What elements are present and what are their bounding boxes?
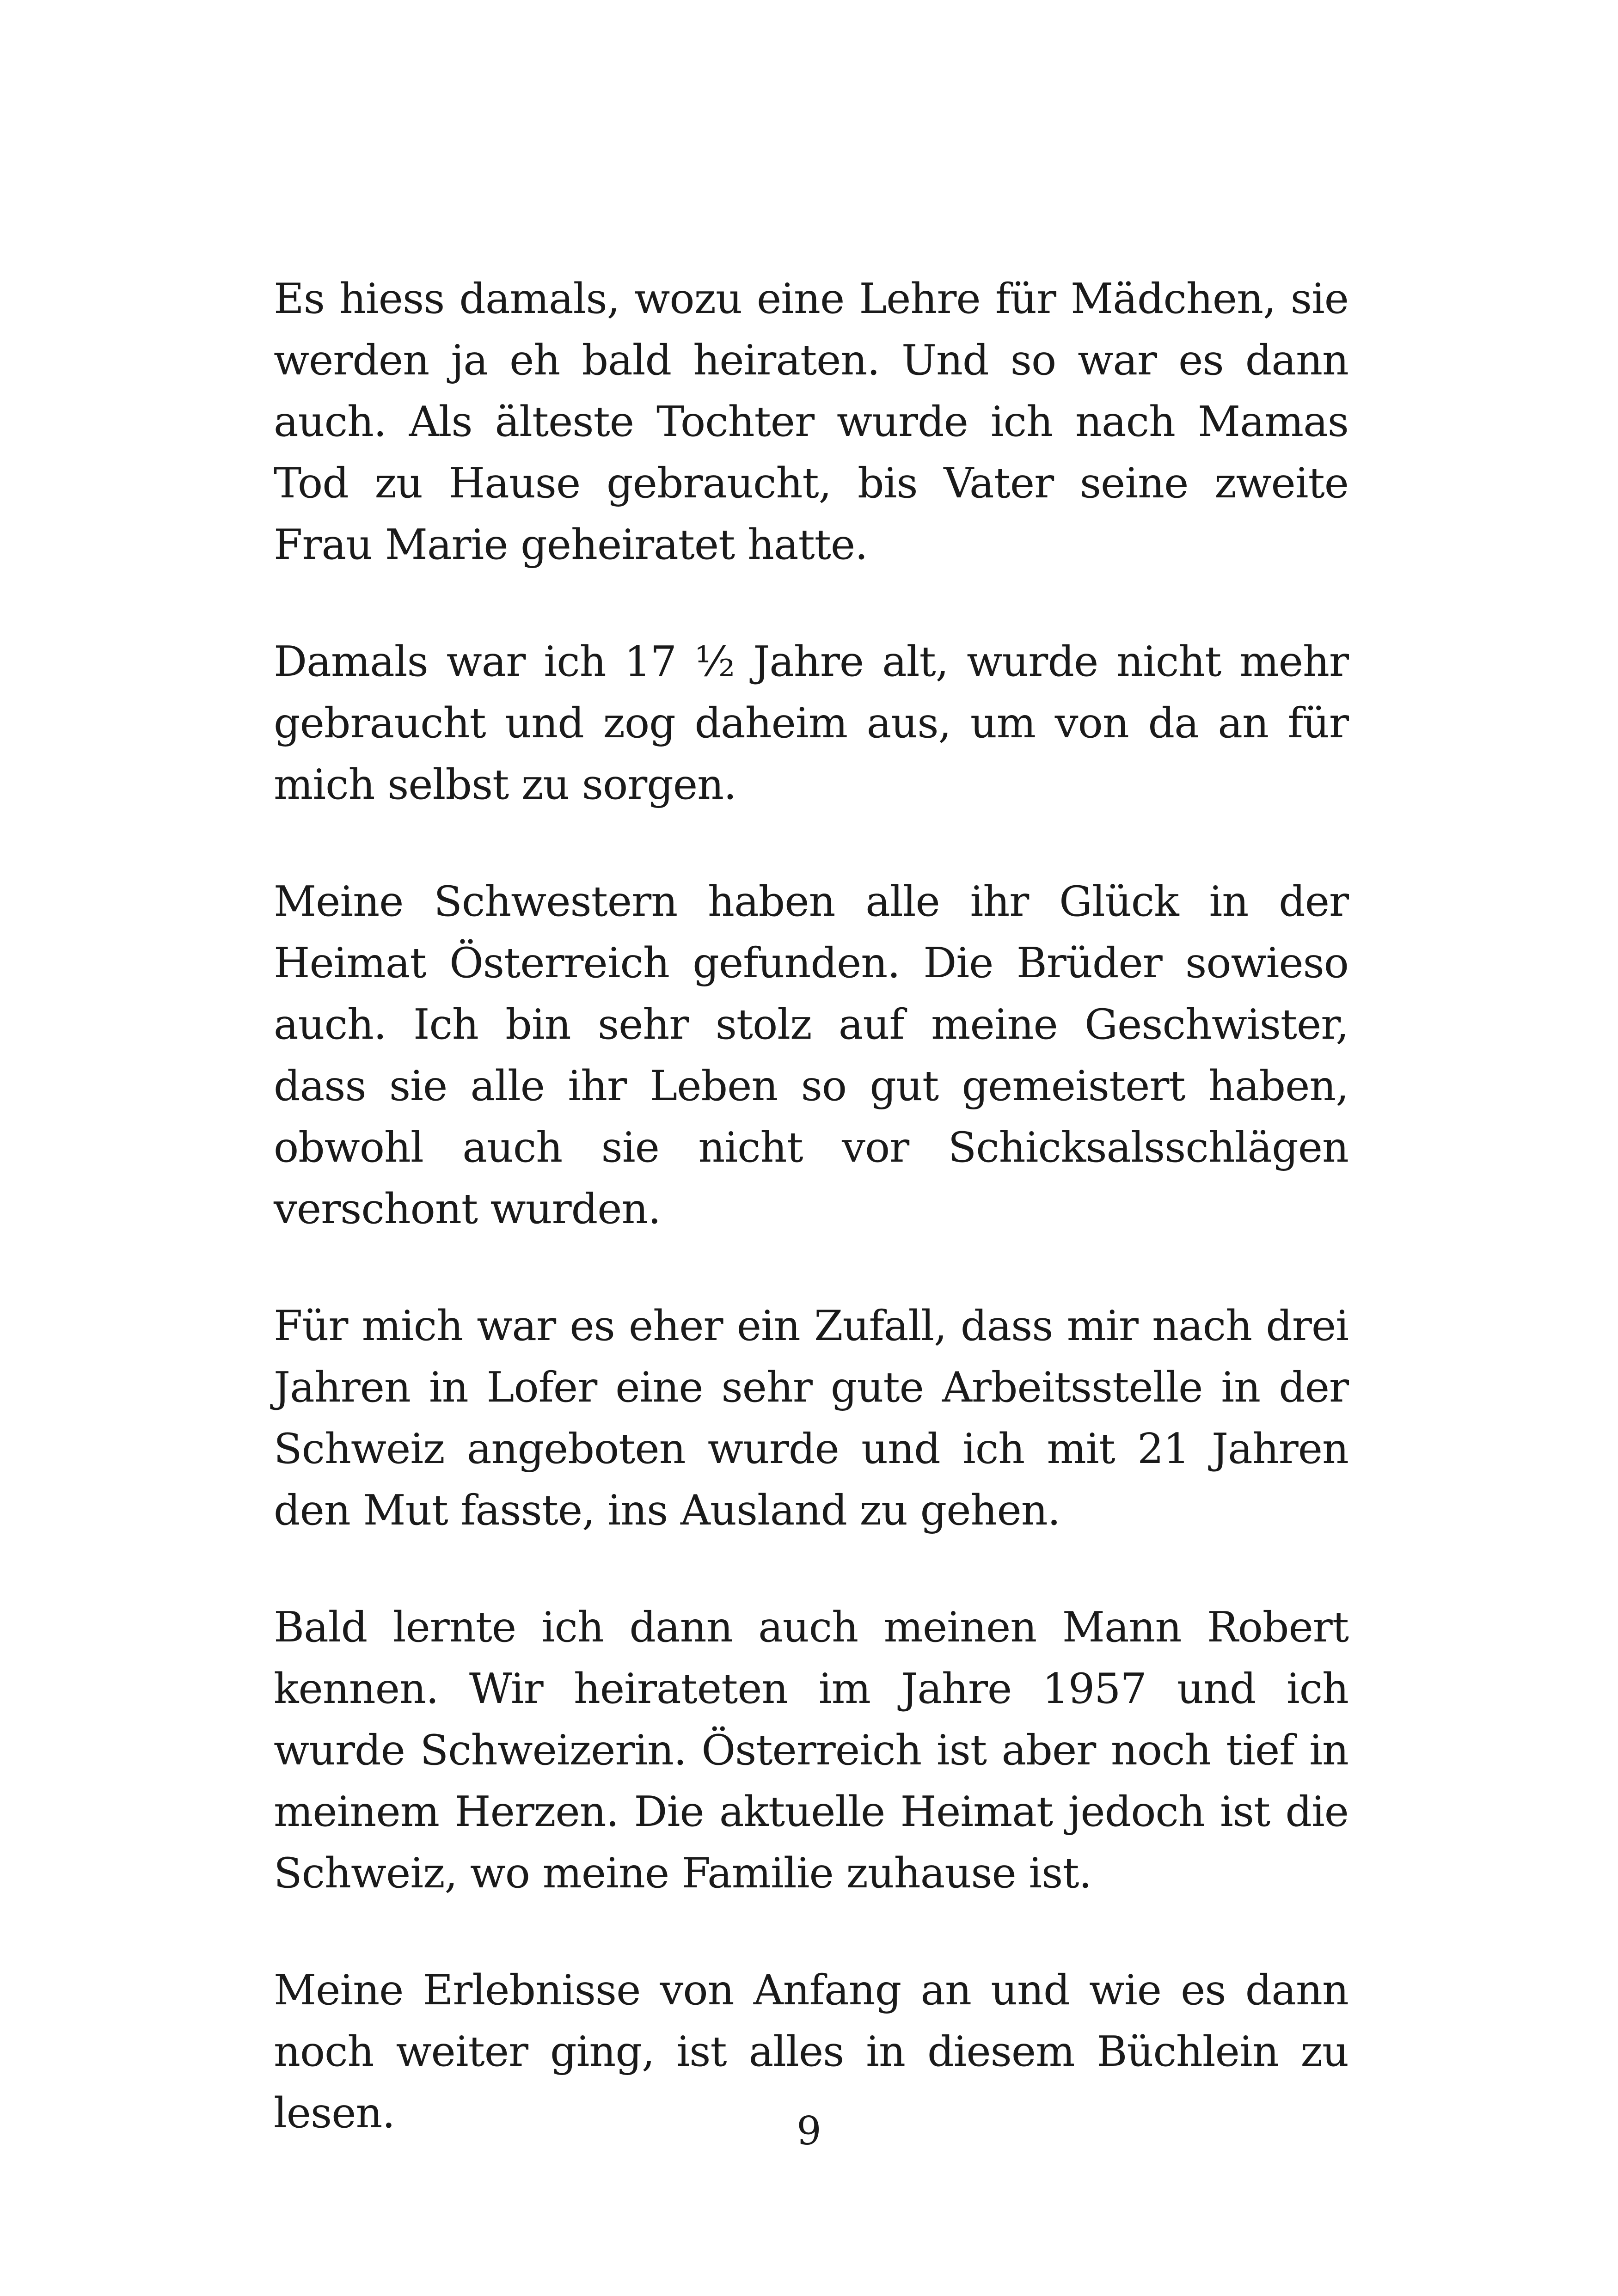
paragraph-3: Meine Schwestern haben alle ihr Glück in der Heimat Österreich gefunden. Die Brüder sowieso auch. Ich bin sehr stolz auf meine Geschwister, dass sie alle ihr Leben so gut gemeistert haben, obwohl auch sie nicht vor Schicksalsschlägen verschont wurden. [274, 877, 1348, 1233]
body-text [274, 268, 1348, 2144]
page-number: 9 [797, 2108, 821, 2154]
paragraph-1: Es hiess damals, wozu eine Lehre für Mädchen, sie werden ja eh bald heiraten. Und so war es dann auch. Als älteste Tochter wurde ich nach Mamas Tod zu Hause gebraucht, bis Vater seine zweite Frau Marie geheiratet hatte. [274, 275, 1348, 569]
paragraph-4: Für mich war es eher ein Zufall, dass mir nach drei Jahren in Lofer eine sehr gute Arbeitsstelle in der Schweiz angeboten wurde und ich mit 21 Jahren den Mut fasste, ins Ausland zu gehen. [274, 1302, 1348, 1535]
paragraph-5: Bald lernte ich dann auch meinen Mann Robert kennen. Wir heirateten im Jahre 1957 und ich wurde Schweizerin. Österreich ist aber noch tief in meinem Herzen. Die aktuelle Heimat jedoch ist die Schweiz, wo meine Familie zuhause ist. [274, 1603, 1348, 1898]
paragraph-2: Damals war ich 17 ½ Jahre alt, wurde nicht mehr gebraucht und zog daheim aus, um von da an für mich selbst zu sorgen. [274, 637, 1348, 809]
paragraph-6: Meine Erlebnisse von Anfang an und wie es dann noch weiter ging, ist alles in diesem Büchlein zu lesen. [274, 1966, 1348, 2137]
